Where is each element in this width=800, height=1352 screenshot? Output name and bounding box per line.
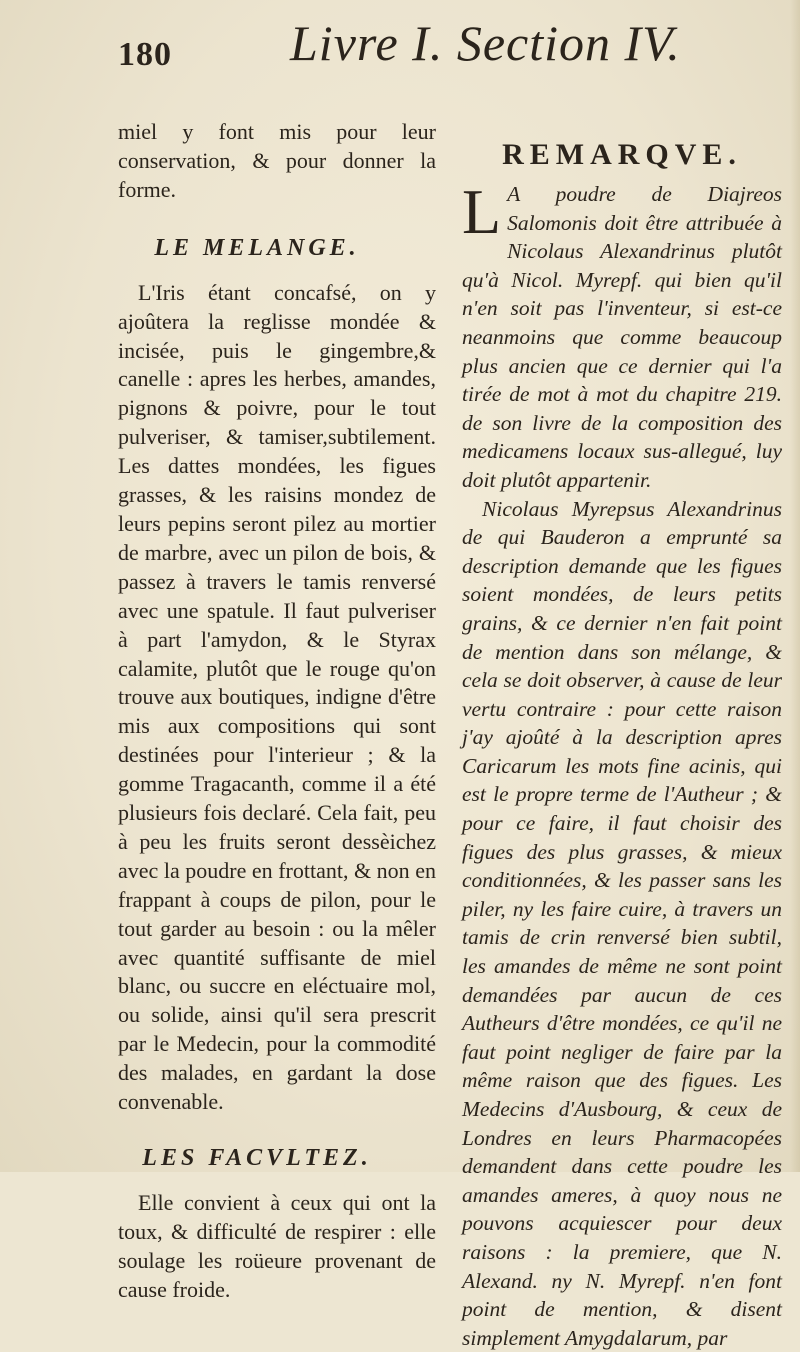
page-number: 180 — [118, 36, 172, 73]
remarque-paragraph-2: Nicolaus Myrepsus Alexandrinus de qui Bauderon a emprunté sa description demande que les figues soient mondées, de leurs petits grains, & ce dernier n'en fait point de mention dans son mélange, & cela se doit observer, à cause de leur vertu contraire : pour cette raison j'ay ajoûté à la description apres Caricarum les mots fine acinis, qui est le propre terme de l'Autheur ; & pour ce faire, il faut choisir des figues des plus grasses, & mieux conditionnées, & les passer sans les piler, ny les faire cuire, à travers un tamis de crin renversé bien subtil, les amandes de même ne sont point demandées par aucun de ces Autheurs d'être mondées, ce qu'il ne faut point negliger de faire par la même raison que des figues. Les Medecins d'Ausbourg, & ceux de Londres en leurs Pharmacopées demandent dans cette poudre les amandes ameres, à quoy nous ne pouvons acquiescer pour deux raisons : la premiere, que N. Alexand. ny N. Myrepf. n'en font point de mention, & disent simplement Amygdalarum, par — [462, 496, 782, 1350]
intro-text: miel y font mis pour leur conservation, & pour donner la forme. — [118, 119, 436, 202]
heading-le-melange: LE MELANGE. — [154, 234, 360, 261]
remarque-paragraph-1 — [462, 176, 782, 495]
drop-cap: L — [462, 176, 502, 247]
melange-text: L'Iris étant concafsé, on y ajoûtera la reglisse mondée & incisée, puis le gingembre,& canelle : apres les herbes, amandes, pignons & poivre, pour le tout pulveriser, & tamiser,subtilement. Les dattes mondées, les figues grasses, & les raisins mondez de leurs pepins seront pilez au mortier de marbre, avec un pilon de bois, & passez à travers le tamis renversé avec une spatule. Il faut pulveriser à part l'amydon, & le Styrax calamite, plutôt que le rouge qu'on trouve aux boutiques, indigne d'être mis aux compositions qui sont destinées pour l'interieur ; & la gomme Tragacanth, comme il a été plusieurs fois declaré. Cela fait, peu à peu les fruits seront dessèichez avec la poudre en frottant, & non en frappant à coups de pilon, pour le tout garder au besoin : ou la mêler avec quantité suffisante de miel blanc, ou succre en eléctuaire mol, ou solide, ainsi qu'il sera prescrit par le Medecin, pour la commodité des malades, en gardant la dose convenable. — [118, 279, 436, 1115]
heading-les-facultez: LES FACVLTEZ. — [142, 1145, 372, 1171]
running-head: Livre I. Section IV. — [290, 15, 681, 71]
page-edge-stain — [790, 0, 800, 1172]
facultez-text: Elle convient à ceux qui ont la toux, & difficulté de respirer : elle soulage les roüeure provenant de cause froide. — [118, 1190, 436, 1302]
remarque-paragraph-1-text: A poudre de Diajreos Salomonis doit être attribuée à Nicolaus Alexandrinus plutôt qu'à Nicol. Myrepf. qui bien qu'il n'en soit pas l'inventeur, si est-ce neanmoins que comme beaucoup plus ancien que ce dernier qui l'a tirée de mot à mot du chapitre 219. de son livre de la composition des medicamens locaux sus-allegué, luy doit plutôt appartenir. — [462, 182, 782, 492]
right-column — [462, 118, 782, 1352]
page-header — [0, 0, 800, 100]
heading-remarque: REMARQVE. — [502, 138, 742, 171]
left-column — [118, 118, 436, 1305]
